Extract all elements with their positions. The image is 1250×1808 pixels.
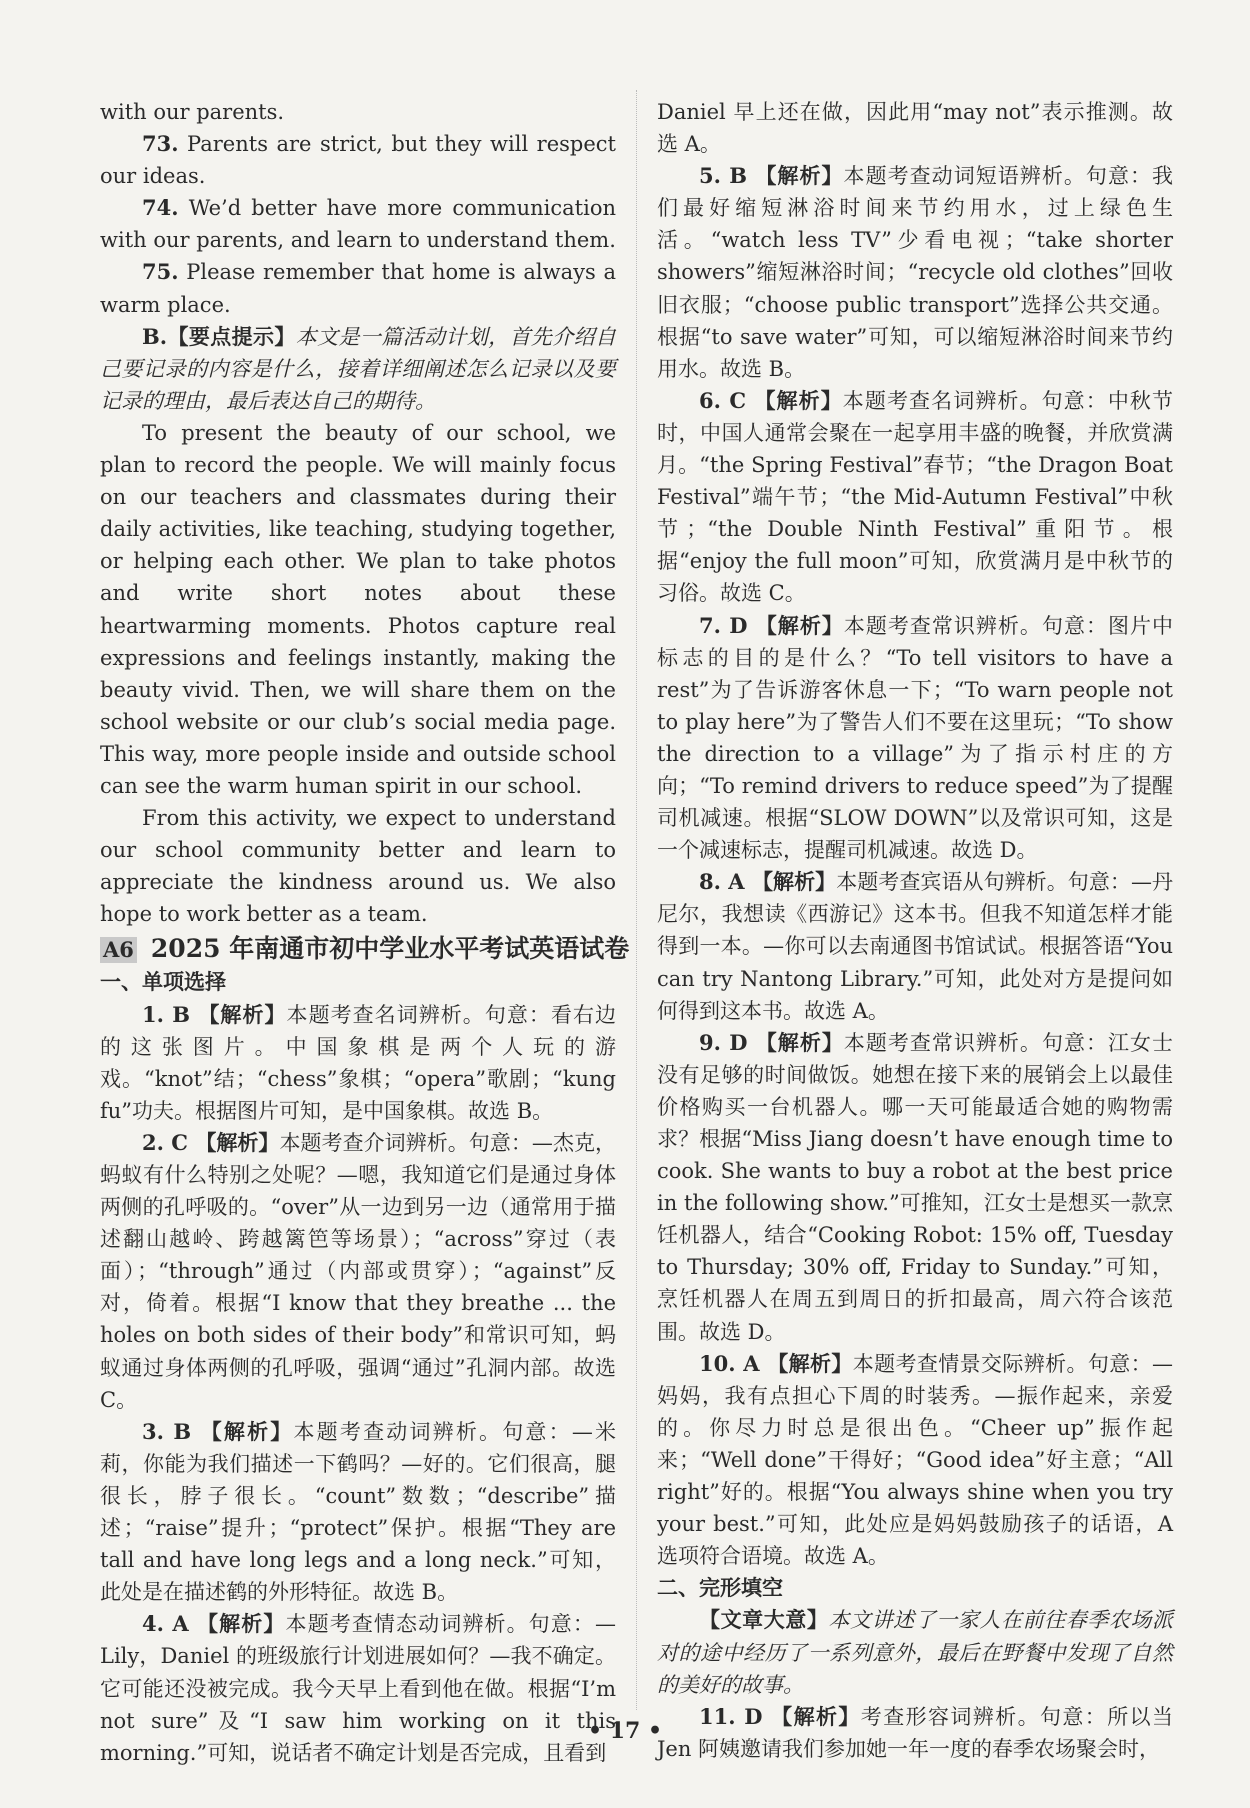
paragraph-text: To present the beauty of our school, we plan to record the people. We will mainly focus on our teachers and classmates during their daily activities, like teaching, studying together, or helping each other. We plan to take photos and write short notes about these heartwarming moments. Photos capture real expressions and feelings instantly, making the beauty vivid. Then, we will share them on the school website or our club’s social media page. This way, more people inside and outside school can see the warm human spirit in our school. (100, 420, 616, 798)
paragraph (657, 1027, 1173, 1348)
question-number: 6. C (699, 387, 747, 413)
paragraph (657, 160, 1173, 385)
paragraph (100, 192, 616, 256)
paragraph-text: 本题考查动词辨析。句意：—米莉，你能为我们描述一下鹤吗？—好的。它们很高，腿很长，脖子很长。“count”数数；“describe”描述；“raise”提升；“protect”保护。根据“They are tall and have long legs and a long neck.”可知，此处是在描述鹤的外形特征。故选 B。 (100, 1419, 617, 1605)
paragraph (100, 802, 616, 930)
paragraph-text: 考查形容词辨析。句意：所以当 Jen 阿姨邀请我们参加她一年一度的春季农场聚会时， (657, 1704, 1174, 1761)
analysis-tag: 【解析】 (747, 612, 844, 638)
paragraph (100, 417, 616, 802)
paragraph (657, 385, 1173, 610)
paragraph (100, 256, 616, 320)
paragraph-text: We’d better have more communication with our parents, and learn to understand them. (100, 196, 616, 253)
analysis-tag: 【解析】 (762, 1703, 861, 1729)
question-number: 8. A (699, 869, 745, 895)
paragraph-text: 本题考查宾语从句辨析。句意：—丹尼尔，我想读《西游记》这本书。但我不知道怎样才能得到一本。—你可以去南通图书馆试试。根据答语“You can try Nantong Library.”可知，此处对方是提问如何得到这本书。故选 A。 (657, 870, 1174, 1023)
paragraph-text: 本题考查动词短语辨析。句意：我们最好缩短淋浴时间来节约用水，过上绿色生活。“watch less TV”少看电视；“take shorter showers”缩短淋浴时间；“recycle old clothes”回收旧衣服；“choose public transport”选择公共交通。根据“to save water”可知，可以缩短淋浴时间来节约用水。故选 B。 (657, 164, 1174, 381)
exam-title: 2025 年南通市初中学业水平考试英语试卷 (150, 934, 630, 964)
question-number: 74. (142, 195, 179, 221)
question-number: 2. C (142, 1129, 188, 1155)
paragraph-text: 本文讲述了一家人在前往春季农场派对的途中经历了一系列意外，最后在野餐中发现了自然的美好的故事。 (657, 1608, 1174, 1697)
paragraph-text: 本题考查名词辨析。句意：中秋节时，中国人通常会聚在一起享用丰盛的晚餐，并欣赏满月。“the Spring Festival”春节；“the Dragon Boat Festival”端午节；“the Mid-Autumn Festival”中秋节；“the Double Ninth Festival”重阳节。根据“enjoy the full moon”可知，欣赏满月是中秋节的习俗。故选 C。 (657, 388, 1174, 606)
question-number: 73. (142, 131, 179, 157)
paragraph-text: with our parents. (100, 100, 285, 124)
paragraph (100, 128, 616, 192)
question-number: 10. A (699, 1350, 760, 1376)
section-heading: 一、单项选择 (100, 969, 226, 995)
question-number: 1. B (142, 1001, 191, 1027)
paragraph (657, 96, 1173, 160)
paragraph-text: Daniel 早上还在做，因此用“may not”表示推测。故选 A。 (657, 100, 1173, 157)
analysis-tag: 【解析】 (187, 1129, 280, 1155)
paragraph-text: 本题考查常识辨析。句意：江女士没有足够的时间做饭。她想在接下来的展销会上以最佳价格购买一台机器人。哪一天可能最适合她的购物需求？根据“Miss Jiang doesn’t have enough time to cook. She wants to buy a robot at the best price in the following show.”可推知，江女士是想买一款烹饪机器人，结合“Cooking Robot: 15% off, Tuesday to Thursday; 30% off, Friday to Sunday.”可知，烹饪机器人在周五到周日的折扣最高，周六符合该范围。故选 D。 (657, 1030, 1174, 1344)
analysis-tag: 【要点提示】 (167, 323, 296, 349)
analysis-tag: 【解析】 (744, 869, 837, 895)
paragraph (657, 1604, 1173, 1700)
exam-title-heading (100, 932, 630, 966)
paragraph-text: Parents are strict, but they will respect our ideas. (100, 132, 616, 189)
question-number: 3. B (142, 1418, 192, 1444)
analysis-tag: 【解析】 (746, 387, 843, 413)
paragraph (100, 321, 616, 417)
analysis-tag: 【文章大意】 (699, 1607, 829, 1633)
paragraph-text: 本题考查常识辨析。句意：图片中标志的目的是什么？“To tell visitors to have a rest”为了告诉游客休息一下；“To warn people not to play here”为了警告人们不要在这里玩；“To show the direction to a village”为了指示村庄的方向；“To remind drivers to reduce speed”为了提醒司机减速。根据“SLOW DOWN”以及常识可知，这是一个减速标志，提醒司机减速。故选 D。 (657, 613, 1174, 863)
column-divider (636, 90, 637, 1710)
paragraph (100, 96, 616, 128)
paragraph-text: 本题考查情态动词辨析。句意：—Lily，Daniel 的班级旅行计划进展如何？—我不确定。它可能还没被完成。我今天早上看到他在做。根据“I’m not sure”及“I saw him working on it this morning.”可知，说话者不确定计划是否完成，且看到 (100, 1612, 617, 1765)
paragraph-text: Please remember that home is always a warm place. (100, 260, 616, 317)
question-number: 4. A (142, 1611, 189, 1637)
paragraph (100, 999, 616, 1127)
analysis-tag: 【解析】 (190, 1001, 287, 1027)
paragraph-text: From this activity, we expect to understand our school community better and learn to appreciate the kindness around us. We also hope to work better as a team. (100, 806, 616, 927)
question-number: 75. (142, 259, 179, 285)
paragraph (657, 866, 1173, 1026)
paragraph-text: 本题考查介词辨析。句意：—杰克，蚂蚁有什么特别之处呢？—嗯，我知道它们是通过身体两侧的孔呼吸的。“over”从一边到另一边（通常用于描述翻山越岭、跨越篱笆等场景）；“across”穿过（表面）；“through”通过（内部或贯穿）；“against”反对，倚着。根据“I know that they breathe ... the holes on both sides of their body”和常识可知，蚂蚁通过身体两侧的孔呼吸，强调“通过”孔洞内部。故选 C。 (100, 1130, 617, 1412)
question-number: 5. B (699, 163, 748, 189)
paragraph (100, 1416, 616, 1609)
analysis-tag: 【解析】 (759, 1350, 853, 1376)
paragraph (657, 610, 1173, 867)
analysis-tag: 【解析】 (191, 1418, 294, 1444)
paragraph-text: 本题考查情景交际辨析。句意：—妈妈，我有点担心下周的时装秀。—振作起来，亲爱的。你尽力时总是很出色。“Cheer up”振作起来；“Well done”干得好；“Good idea”好主意；“All right”好的。根据“You always shine when you try your best.”可知，此处应是妈妈鼓励孩子的话语，A 选项符合语境。故选 A。 (657, 1351, 1174, 1569)
paragraph (100, 1127, 616, 1416)
page-number: • 17 • (587, 1718, 663, 1744)
question-number: 11. D (699, 1703, 763, 1729)
analysis-tag: 【解析】 (747, 163, 844, 189)
paragraph-text: 本文是一篇活动计划，首先介绍自己要记录的内容是什么，接着详细阐述怎么记录以及要记录的理由，最后表达自己的期待。 (100, 324, 617, 413)
question-number: 9. D (699, 1029, 748, 1055)
paragraph (657, 1348, 1173, 1573)
section-heading: 二、完形填空 (657, 1575, 783, 1601)
question-number: B. (142, 323, 168, 349)
right-column (657, 96, 1173, 1765)
analysis-tag: 【解析】 (188, 1611, 286, 1637)
section-badge: A6 (100, 937, 137, 963)
question-number: 7. D (699, 612, 748, 638)
analysis-tag: 【解析】 (747, 1029, 844, 1055)
paragraph-text: 本题考查名词辨析。句意：看右边的这张图片。中国象棋是两个人玩的游戏。“knot”结；“chess”象棋；“opera”歌剧；“kung fu”功夫。根据图片可知，是中国象棋。故选 B。 (100, 1002, 617, 1123)
paragraph (100, 1608, 616, 1768)
